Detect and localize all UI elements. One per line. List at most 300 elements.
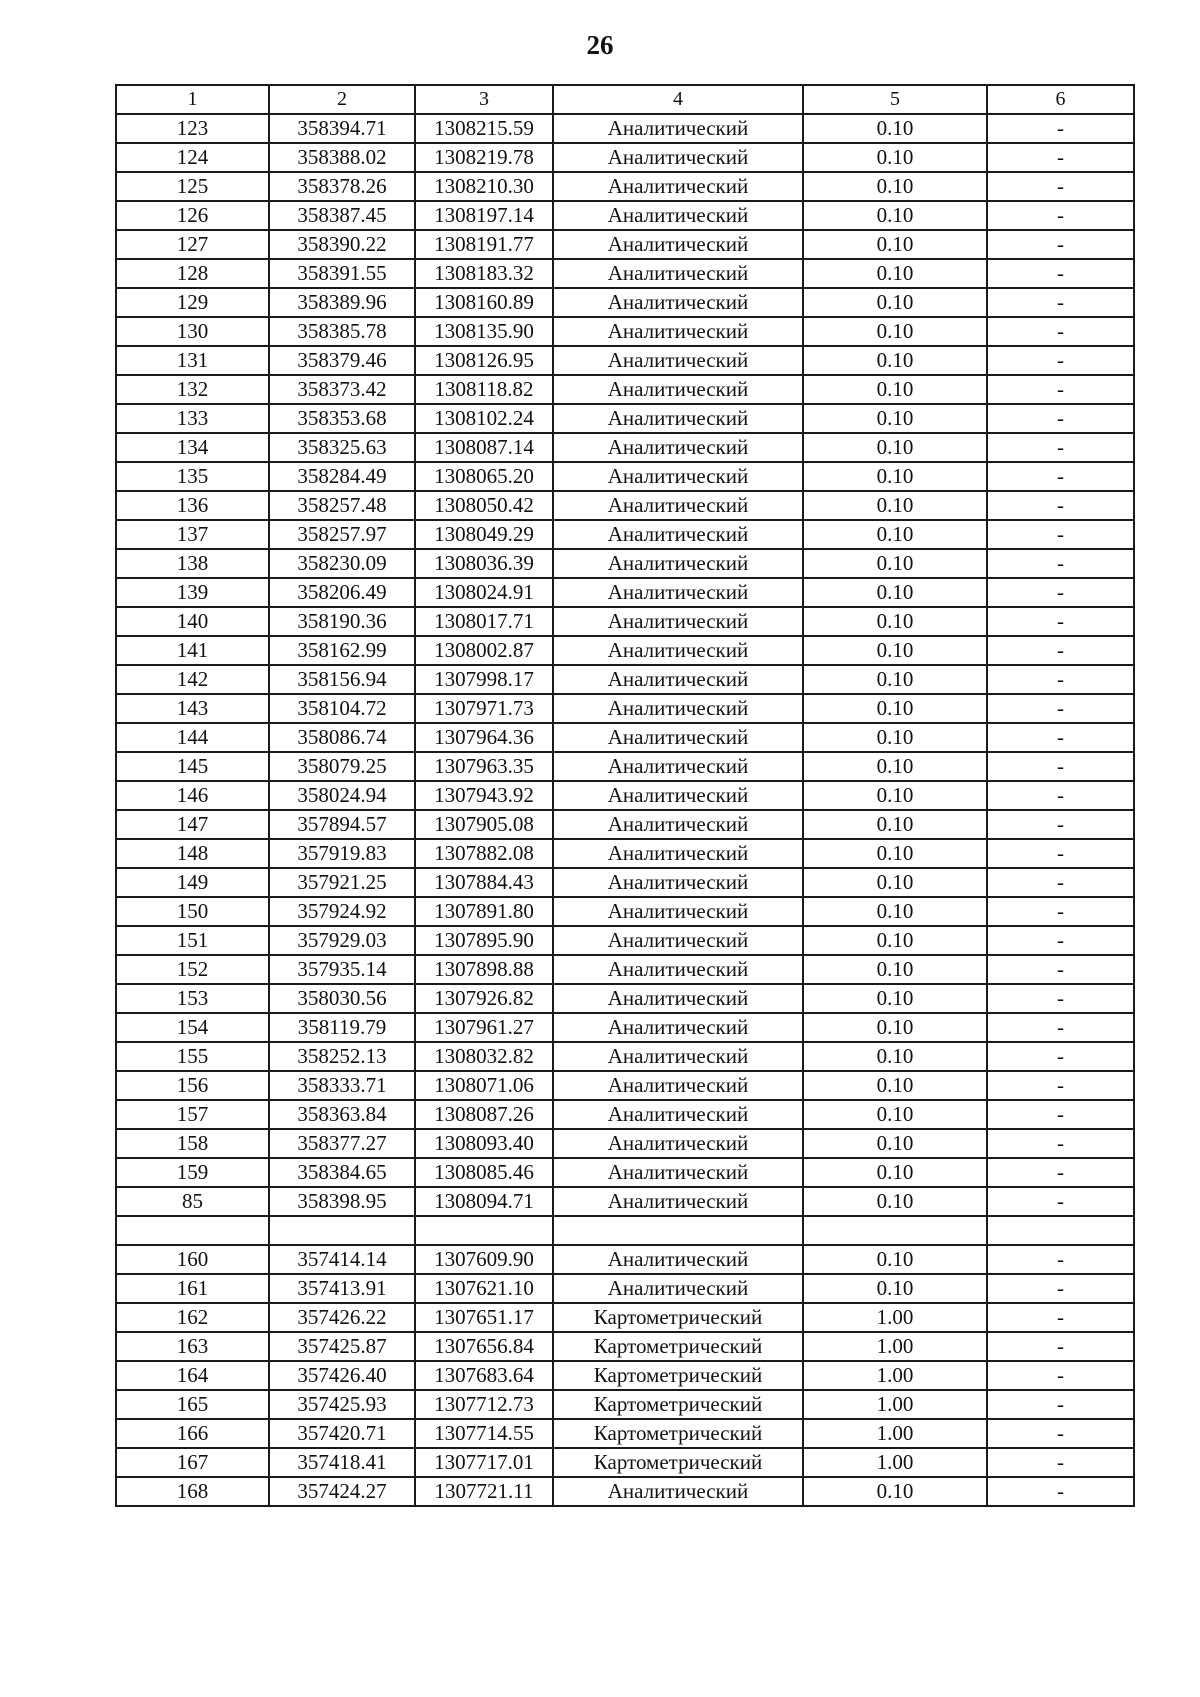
y-coordinate-cell: 1307884.43 — [415, 868, 553, 897]
table-row — [116, 607, 1134, 636]
point-number-cell: 156 — [116, 1071, 269, 1100]
table-row — [116, 1013, 1134, 1042]
note-cell: - — [987, 462, 1134, 491]
y-coordinate-cell: 1307609.90 — [415, 1245, 553, 1274]
table-row — [116, 259, 1134, 288]
x-coordinate-cell: 358252.13 — [269, 1042, 415, 1071]
method-cell: Аналитический — [553, 1100, 803, 1129]
precision-cell: 0.10 — [803, 984, 987, 1013]
point-number-cell: 160 — [116, 1245, 269, 1274]
point-number-cell: 148 — [116, 839, 269, 868]
table-row — [116, 752, 1134, 781]
table-row — [116, 1332, 1134, 1361]
note-cell: - — [987, 259, 1134, 288]
table-row — [116, 1274, 1134, 1303]
note-cell: - — [987, 114, 1134, 143]
note-cell: - — [987, 1274, 1134, 1303]
x-coordinate-cell: 358387.45 — [269, 201, 415, 230]
table-row — [116, 433, 1134, 462]
note-cell: - — [987, 404, 1134, 433]
x-coordinate-cell: 358377.27 — [269, 1129, 415, 1158]
precision-cell: 0.10 — [803, 810, 987, 839]
y-coordinate-cell: 1307712.73 — [415, 1390, 553, 1419]
x-coordinate-cell: 358086.74 — [269, 723, 415, 752]
method-cell: Аналитический — [553, 926, 803, 955]
point-number-cell: 159 — [116, 1158, 269, 1187]
x-coordinate-cell: 358156.94 — [269, 665, 415, 694]
method-cell: Аналитический — [553, 259, 803, 288]
precision-cell: 0.10 — [803, 839, 987, 868]
note-cell: - — [987, 317, 1134, 346]
table-row — [116, 694, 1134, 723]
method-cell: Аналитический — [553, 839, 803, 868]
note-cell: - — [987, 839, 1134, 868]
point-number-cell: 130 — [116, 317, 269, 346]
method-cell: Аналитический — [553, 143, 803, 172]
column-header: 5 — [803, 85, 987, 114]
table-header-row — [116, 85, 1134, 114]
y-coordinate-cell: 1308219.78 — [415, 143, 553, 172]
table-row — [116, 955, 1134, 984]
table-row — [116, 1071, 1134, 1100]
note-cell: - — [987, 1158, 1134, 1187]
x-coordinate-cell: 358353.68 — [269, 404, 415, 433]
point-number-cell: 168 — [116, 1477, 269, 1506]
x-coordinate-cell: 358206.49 — [269, 578, 415, 607]
x-coordinate-cell: 358373.42 — [269, 375, 415, 404]
method-cell: Аналитический — [553, 868, 803, 897]
method-cell: Аналитический — [553, 1158, 803, 1187]
x-coordinate-cell: 358257.48 — [269, 491, 415, 520]
table-row — [116, 317, 1134, 346]
x-coordinate-cell: 357425.93 — [269, 1390, 415, 1419]
y-coordinate-cell: 1307717.01 — [415, 1448, 553, 1477]
y-coordinate-cell: 1308183.32 — [415, 259, 553, 288]
y-coordinate-cell: 1308002.87 — [415, 636, 553, 665]
point-number-cell: 147 — [116, 810, 269, 839]
y-coordinate-cell: 1308036.39 — [415, 549, 553, 578]
table-row — [116, 839, 1134, 868]
precision-cell: 0.10 — [803, 955, 987, 984]
table-row — [116, 288, 1134, 317]
note-cell: - — [987, 143, 1134, 172]
precision-cell: 0.10 — [803, 607, 987, 636]
x-coordinate-cell: 358394.71 — [269, 114, 415, 143]
y-coordinate-cell: 1308093.40 — [415, 1129, 553, 1158]
x-coordinate-cell: 358388.02 — [269, 143, 415, 172]
note-cell: - — [987, 665, 1134, 694]
precision-cell: 1.00 — [803, 1448, 987, 1477]
method-cell: Картометрический — [553, 1361, 803, 1390]
method-cell: Аналитический — [553, 491, 803, 520]
y-coordinate-cell: 1308210.30 — [415, 172, 553, 201]
table-row — [116, 462, 1134, 491]
note-cell: - — [987, 578, 1134, 607]
note-cell: - — [987, 636, 1134, 665]
method-cell: Аналитический — [553, 955, 803, 984]
precision-cell: 0.10 — [803, 288, 987, 317]
note-cell: - — [987, 1071, 1134, 1100]
note-cell: - — [987, 1477, 1134, 1506]
table-row — [116, 114, 1134, 143]
method-cell: Аналитический — [553, 1187, 803, 1216]
y-coordinate-cell: 1307651.17 — [415, 1303, 553, 1332]
table-row — [116, 665, 1134, 694]
note-cell: - — [987, 346, 1134, 375]
precision-cell: 1.00 — [803, 1332, 987, 1361]
table-row — [116, 1419, 1134, 1448]
table-row — [116, 578, 1134, 607]
table-row — [116, 143, 1134, 172]
precision-cell: 0.10 — [803, 1245, 987, 1274]
table-row — [116, 1245, 1134, 1274]
x-coordinate-cell: 358379.46 — [269, 346, 415, 375]
x-coordinate-cell: 358391.55 — [269, 259, 415, 288]
precision-cell: 0.10 — [803, 230, 987, 259]
note-cell: - — [987, 694, 1134, 723]
note-cell: - — [987, 752, 1134, 781]
x-coordinate-cell: 358104.72 — [269, 694, 415, 723]
method-cell: Аналитический — [553, 810, 803, 839]
precision-cell — [803, 1216, 987, 1245]
precision-cell: 0.10 — [803, 897, 987, 926]
method-cell: Аналитический — [553, 230, 803, 259]
x-coordinate-cell: 357418.41 — [269, 1448, 415, 1477]
x-coordinate-cell: 358190.36 — [269, 607, 415, 636]
y-coordinate-cell: 1308024.91 — [415, 578, 553, 607]
y-coordinate-cell: 1307971.73 — [415, 694, 553, 723]
method-cell: Аналитический — [553, 1477, 803, 1506]
table-body — [116, 114, 1134, 1506]
point-number-cell: 166 — [116, 1419, 269, 1448]
x-coordinate-cell: 358230.09 — [269, 549, 415, 578]
point-number-cell: 152 — [116, 955, 269, 984]
precision-cell: 0.10 — [803, 259, 987, 288]
table-row — [116, 201, 1134, 230]
point-number-cell: 131 — [116, 346, 269, 375]
table-row — [116, 520, 1134, 549]
precision-cell: 0.10 — [803, 346, 987, 375]
x-coordinate-cell: 358284.49 — [269, 462, 415, 491]
table-row — [116, 1187, 1134, 1216]
y-coordinate-cell: 1308087.26 — [415, 1100, 553, 1129]
point-number-cell: 143 — [116, 694, 269, 723]
x-coordinate-cell: 358363.84 — [269, 1100, 415, 1129]
point-number-cell: 85 — [116, 1187, 269, 1216]
point-number-cell — [116, 1216, 269, 1245]
precision-cell: 0.10 — [803, 781, 987, 810]
precision-cell: 0.10 — [803, 694, 987, 723]
x-coordinate-cell: 357919.83 — [269, 839, 415, 868]
table-row — [116, 636, 1134, 665]
x-coordinate-cell — [269, 1216, 415, 1245]
note-cell: - — [987, 1361, 1134, 1390]
precision-cell: 0.10 — [803, 491, 987, 520]
note-cell: - — [987, 230, 1134, 259]
y-coordinate-cell: 1307998.17 — [415, 665, 553, 694]
table-row — [116, 926, 1134, 955]
y-coordinate-cell: 1307621.10 — [415, 1274, 553, 1303]
precision-cell: 0.10 — [803, 375, 987, 404]
table-row — [116, 1361, 1134, 1390]
note-cell: - — [987, 955, 1134, 984]
point-number-cell: 145 — [116, 752, 269, 781]
point-number-cell: 151 — [116, 926, 269, 955]
point-number-cell: 149 — [116, 868, 269, 897]
note-cell: - — [987, 1245, 1134, 1274]
table-row — [116, 1390, 1134, 1419]
point-number-cell: 128 — [116, 259, 269, 288]
x-coordinate-cell: 358119.79 — [269, 1013, 415, 1042]
point-number-cell: 157 — [116, 1100, 269, 1129]
precision-cell: 0.10 — [803, 1274, 987, 1303]
y-coordinate-cell: 1308085.46 — [415, 1158, 553, 1187]
method-cell: Аналитический — [553, 1071, 803, 1100]
x-coordinate-cell: 358325.63 — [269, 433, 415, 462]
point-number-cell: 162 — [116, 1303, 269, 1332]
precision-cell: 0.10 — [803, 1187, 987, 1216]
table-row — [116, 897, 1134, 926]
point-number-cell: 129 — [116, 288, 269, 317]
note-cell: - — [987, 1100, 1134, 1129]
method-cell: Аналитический — [553, 317, 803, 346]
table-row — [116, 172, 1134, 201]
note-cell: - — [987, 607, 1134, 636]
precision-cell: 0.10 — [803, 201, 987, 230]
point-number-cell: 135 — [116, 462, 269, 491]
table-row — [116, 1100, 1134, 1129]
table-row — [116, 230, 1134, 259]
table-row — [116, 491, 1134, 520]
point-number-cell: 132 — [116, 375, 269, 404]
x-coordinate-cell: 358390.22 — [269, 230, 415, 259]
y-coordinate-cell: 1307721.11 — [415, 1477, 553, 1506]
y-coordinate-cell: 1307964.36 — [415, 723, 553, 752]
method-cell: Аналитический — [553, 375, 803, 404]
precision-cell: 1.00 — [803, 1390, 987, 1419]
page-number: 26 — [586, 30, 614, 60]
column-header: 6 — [987, 85, 1134, 114]
precision-cell: 0.10 — [803, 1158, 987, 1187]
y-coordinate-cell: 1308094.71 — [415, 1187, 553, 1216]
precision-cell: 0.10 — [803, 636, 987, 665]
point-number-cell: 123 — [116, 114, 269, 143]
method-cell: Аналитический — [553, 549, 803, 578]
note-cell: - — [987, 984, 1134, 1013]
method-cell: Картометрический — [553, 1419, 803, 1448]
y-coordinate-cell: 1308160.89 — [415, 288, 553, 317]
note-cell: - — [987, 1390, 1134, 1419]
x-coordinate-cell: 357924.92 — [269, 897, 415, 926]
note-cell: - — [987, 1187, 1134, 1216]
precision-cell: 0.10 — [803, 665, 987, 694]
x-coordinate-cell: 357935.14 — [269, 955, 415, 984]
table-row — [116, 810, 1134, 839]
point-number-cell: 138 — [116, 549, 269, 578]
table-row — [116, 1477, 1134, 1506]
point-number-cell: 153 — [116, 984, 269, 1013]
table-row — [116, 1158, 1134, 1187]
method-cell: Аналитический — [553, 114, 803, 143]
point-number-cell: 146 — [116, 781, 269, 810]
table-row — [116, 1448, 1134, 1477]
x-coordinate-cell: 358398.95 — [269, 1187, 415, 1216]
method-cell: Картометрический — [553, 1390, 803, 1419]
note-cell: - — [987, 810, 1134, 839]
method-cell: Картометрический — [553, 1448, 803, 1477]
note-cell: - — [987, 201, 1134, 230]
note-cell: - — [987, 1013, 1134, 1042]
method-cell: Аналитический — [553, 752, 803, 781]
table-row — [116, 1042, 1134, 1071]
point-number-cell: 124 — [116, 143, 269, 172]
precision-cell: 0.10 — [803, 578, 987, 607]
y-coordinate-cell: 1308071.06 — [415, 1071, 553, 1100]
note-cell: - — [987, 491, 1134, 520]
precision-cell: 0.10 — [803, 462, 987, 491]
note-cell: - — [987, 1448, 1134, 1477]
x-coordinate-cell: 358030.56 — [269, 984, 415, 1013]
y-coordinate-cell: 1308197.14 — [415, 201, 553, 230]
method-cell: Аналитический — [553, 665, 803, 694]
y-coordinate-cell: 1308126.95 — [415, 346, 553, 375]
y-coordinate-cell: 1307882.08 — [415, 839, 553, 868]
precision-cell: 0.10 — [803, 1071, 987, 1100]
note-cell: - — [987, 375, 1134, 404]
x-coordinate-cell: 358024.94 — [269, 781, 415, 810]
y-coordinate-cell: 1308017.71 — [415, 607, 553, 636]
y-coordinate-cell: 1308032.82 — [415, 1042, 553, 1071]
x-coordinate-cell: 358378.26 — [269, 172, 415, 201]
point-number-cell: 127 — [116, 230, 269, 259]
note-cell: - — [987, 549, 1134, 578]
note-cell: - — [987, 288, 1134, 317]
precision-cell: 0.10 — [803, 114, 987, 143]
note-cell: - — [987, 172, 1134, 201]
method-cell: Аналитический — [553, 433, 803, 462]
point-number-cell: 154 — [116, 1013, 269, 1042]
note-cell: - — [987, 868, 1134, 897]
table-row — [116, 1129, 1134, 1158]
x-coordinate-cell: 358385.78 — [269, 317, 415, 346]
point-number-cell: 136 — [116, 491, 269, 520]
coordinates-table — [115, 84, 1135, 1507]
x-coordinate-cell: 358384.65 — [269, 1158, 415, 1187]
method-cell: Аналитический — [553, 201, 803, 230]
precision-cell: 0.10 — [803, 926, 987, 955]
method-cell: Аналитический — [553, 984, 803, 1013]
y-coordinate-cell: 1307898.88 — [415, 955, 553, 984]
method-cell: Аналитический — [553, 288, 803, 317]
x-coordinate-cell: 357426.22 — [269, 1303, 415, 1332]
precision-cell: 0.10 — [803, 172, 987, 201]
note-cell: - — [987, 433, 1134, 462]
y-coordinate-cell: 1308135.90 — [415, 317, 553, 346]
table-row — [116, 346, 1134, 375]
method-cell: Аналитический — [553, 578, 803, 607]
y-coordinate-cell: 1308087.14 — [415, 433, 553, 462]
table-row — [116, 375, 1134, 404]
method-cell: Аналитический — [553, 346, 803, 375]
point-number-cell: 133 — [116, 404, 269, 433]
point-number-cell: 141 — [116, 636, 269, 665]
point-number-cell: 155 — [116, 1042, 269, 1071]
precision-cell: 0.10 — [803, 723, 987, 752]
precision-cell: 0.10 — [803, 1100, 987, 1129]
point-number-cell: 161 — [116, 1274, 269, 1303]
method-cell: Аналитический — [553, 1245, 803, 1274]
y-coordinate-cell: 1307926.82 — [415, 984, 553, 1013]
precision-cell: 0.10 — [803, 143, 987, 172]
point-number-cell: 163 — [116, 1332, 269, 1361]
method-cell: Аналитический — [553, 520, 803, 549]
method-cell: Картометрический — [553, 1332, 803, 1361]
y-coordinate-cell: 1307891.80 — [415, 897, 553, 926]
y-coordinate-cell: 1307683.64 — [415, 1361, 553, 1390]
y-coordinate-cell: 1308065.20 — [415, 462, 553, 491]
x-coordinate-cell: 357413.91 — [269, 1274, 415, 1303]
point-number-cell: 144 — [116, 723, 269, 752]
point-number-cell: 164 — [116, 1361, 269, 1390]
table-row — [116, 1216, 1134, 1245]
precision-cell: 0.10 — [803, 1013, 987, 1042]
point-number-cell: 125 — [116, 172, 269, 201]
table-row — [116, 984, 1134, 1013]
y-coordinate-cell: 1308215.59 — [415, 114, 553, 143]
column-header: 3 — [415, 85, 553, 114]
note-cell: - — [987, 781, 1134, 810]
method-cell: Аналитический — [553, 897, 803, 926]
note-cell: - — [987, 1332, 1134, 1361]
note-cell: - — [987, 1129, 1134, 1158]
point-number-cell: 165 — [116, 1390, 269, 1419]
x-coordinate-cell: 357426.40 — [269, 1361, 415, 1390]
precision-cell: 0.10 — [803, 1129, 987, 1158]
method-cell: Аналитический — [553, 723, 803, 752]
precision-cell: 0.10 — [803, 549, 987, 578]
method-cell: Аналитический — [553, 462, 803, 491]
x-coordinate-cell: 357425.87 — [269, 1332, 415, 1361]
method-cell: Аналитический — [553, 404, 803, 433]
precision-cell: 0.10 — [803, 1042, 987, 1071]
point-number-cell: 150 — [116, 897, 269, 926]
column-header: 2 — [269, 85, 415, 114]
precision-cell: 1.00 — [803, 1361, 987, 1390]
x-coordinate-cell: 358333.71 — [269, 1071, 415, 1100]
table-row — [116, 781, 1134, 810]
note-cell: - — [987, 926, 1134, 955]
x-coordinate-cell: 357921.25 — [269, 868, 415, 897]
point-number-cell: 142 — [116, 665, 269, 694]
method-cell: Аналитический — [553, 1129, 803, 1158]
x-coordinate-cell: 358079.25 — [269, 752, 415, 781]
table-row — [116, 1303, 1134, 1332]
y-coordinate-cell: 1307656.84 — [415, 1332, 553, 1361]
point-number-cell: 137 — [116, 520, 269, 549]
precision-cell: 0.10 — [803, 317, 987, 346]
y-coordinate-cell: 1308118.82 — [415, 375, 553, 404]
table-row — [116, 404, 1134, 433]
y-coordinate-cell: 1307961.27 — [415, 1013, 553, 1042]
y-coordinate-cell: 1307895.90 — [415, 926, 553, 955]
x-coordinate-cell: 357894.57 — [269, 810, 415, 839]
method-cell: Аналитический — [553, 1274, 803, 1303]
y-coordinate-cell: 1307905.08 — [415, 810, 553, 839]
point-number-cell: 167 — [116, 1448, 269, 1477]
table-row — [116, 723, 1134, 752]
table-row — [116, 868, 1134, 897]
precision-cell: 0.10 — [803, 404, 987, 433]
